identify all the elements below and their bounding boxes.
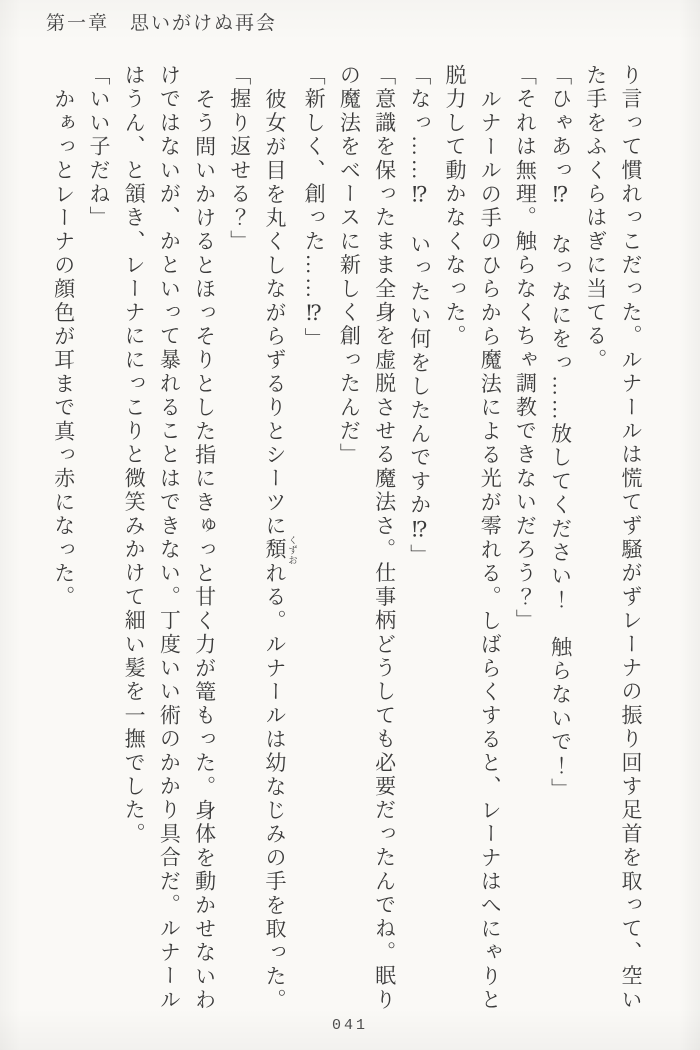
text-line: の魔法をベースに新しく創ったんだ」 [337,64,362,467]
ruby-annotation [262,534,296,565]
ruby-base: 頽 [262,534,287,565]
ruby-text: くずお [285,534,296,565]
text-line-dialogue: 「意識を保ったまま全身を虚脱させる魔法さ。仕事柄どうしても必要だったんでね。眠り [372,64,397,1012]
text-line: かぁっとレーナの顔色が耳まで真っ赤になった。 [51,87,76,610]
text-line: り言って慣れっこだった。ルナールは慌てず騒がずレーナの振り回す足首を取って、空い [619,64,643,1012]
text-line-dialogue: 「それは無理。触らなくちゃ調教できないだろう？」 [513,64,538,633]
page-number: 041 [331,1017,368,1034]
text-line: そう問いかけるとほっそりとした指にきゅっと甘く力が篭もった。身体を動かせないわ [192,87,217,1012]
text-line-dialogue: 「ひゃあっ⁉ なっなにをっ……放してください！ 触らないで！」 [548,64,573,802]
text-segment: 彼女が目を丸くしながらずるりとシーツに [262,87,287,538]
text-line-with-ruby [257,64,296,1014]
text-line: けではないが、かといって暴れることはできない。丁度いい術のかかり具合だ。ルナール [157,64,182,1012]
text-line-dialogue: 「なっ……⁉ いったい何をしたんですか⁉」 [407,64,432,568]
text-segment: れる。ルナールは幼なじみの手を取った。 [262,561,287,1013]
body-text [46,64,648,1014]
text-line: た手をふくらはぎに当てる。 [583,64,608,373]
chapter-header: 第一章 思いがけぬ再会 [46,13,278,34]
text-line-dialogue: 「いい子だね」 [86,64,111,230]
text-line-dialogue: 「握り返せる？」 [227,64,252,254]
text-line: 脱力して動かなくなった。 [442,64,467,349]
text-line: ルナールの手のひらから魔法による光が零れる。しばらくすると、レーナはへにゃりと [478,87,503,1012]
text-line: はうん、と頷き、レーナににっこりと微笑みかけて細い髪を一撫でした。 [122,64,147,847]
text-line-dialogue: 「新しく、創った……⁉」 [302,64,327,352]
